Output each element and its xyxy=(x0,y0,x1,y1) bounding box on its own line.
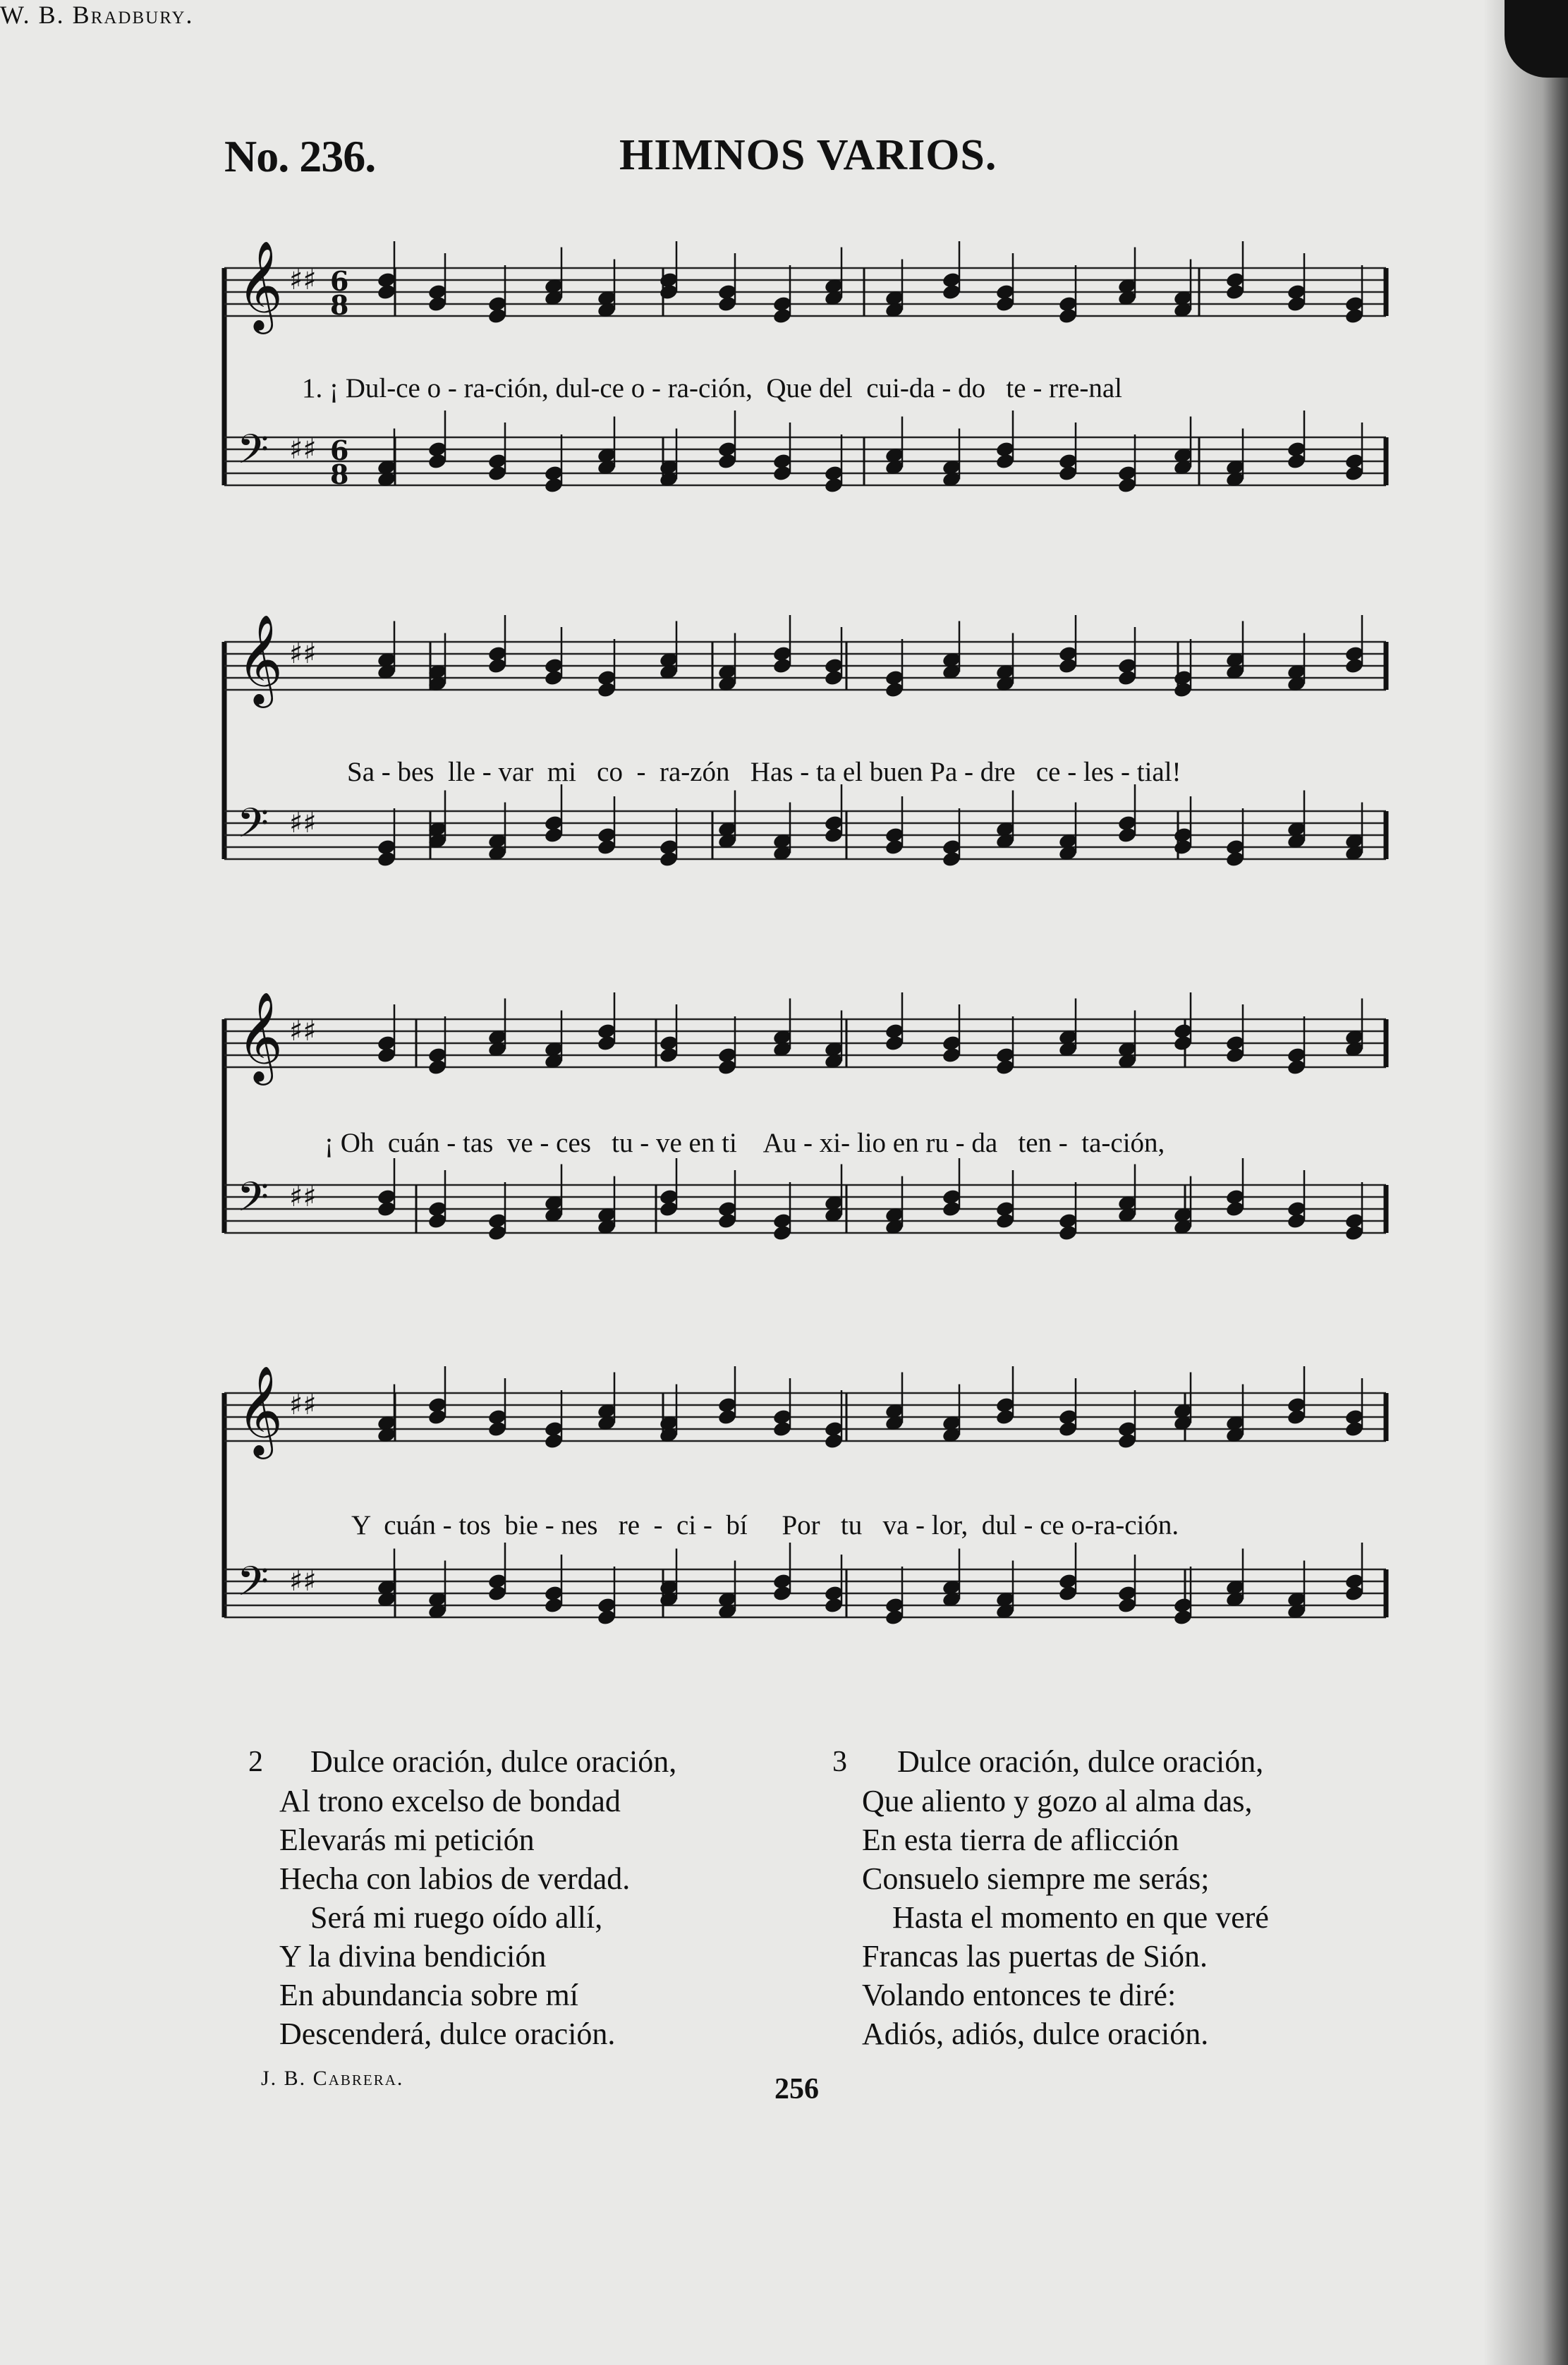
verse-3-line-8: Adiós, adiós, dulce oración. xyxy=(862,2017,1209,2051)
verse-3-line-4: Consuelo siempre me serás; xyxy=(862,1861,1210,1896)
verse-2-line-8: Descenderá, dulce oración. xyxy=(279,2017,616,2051)
time-signature-icon: 8 xyxy=(330,458,349,490)
sharp-icon: ♯♯ xyxy=(289,807,317,839)
verse-2-line-5: Será mi ruego oído allí, xyxy=(310,1900,603,1935)
verse-2-line-2: Al trono excelso de bondad xyxy=(279,1784,621,1818)
verse-3-line-5: Hasta el momento en que veré xyxy=(892,1900,1269,1935)
bass-clef-icon: 𝄢 xyxy=(237,799,269,857)
sharp-icon: ♯♯ xyxy=(289,1389,317,1421)
lyric-line-3: ¡ Oh cuán - tas ve - ces tu - ve en ti Au - xi- lio en ru - da ten - ta-ción, xyxy=(324,1128,1165,1158)
verse-2-line-4: Hecha con labios de verdad. xyxy=(279,1861,631,1896)
sharp-icon: ♯♯ xyxy=(289,1181,317,1213)
treble-clef-icon: 𝄞 xyxy=(237,1365,284,1455)
sharp-icon: ♯♯ xyxy=(289,264,317,296)
bass-clef-icon: 𝄢 xyxy=(237,425,269,483)
hymn-number: No. 236. xyxy=(224,131,376,181)
verse-2-line-1: Dulce oración, dulce oración, xyxy=(310,1744,677,1779)
time-signature-icon: 6 xyxy=(330,265,349,297)
page-number: 256 xyxy=(774,2073,819,2105)
treble-clef-icon: 𝄞 xyxy=(237,240,284,330)
section-title: HIMNOS VARIOS. xyxy=(619,131,997,179)
bass-clef-icon: 𝄢 xyxy=(237,1173,269,1231)
sharp-icon: ♯♯ xyxy=(289,1565,317,1598)
verse-2-line-7: En abundancia sobre mí xyxy=(279,1978,578,2012)
sharp-icon: ♯♯ xyxy=(289,1015,317,1047)
verse-3-line-7: Volando entonces te diré: xyxy=(862,1978,1177,2012)
treble-clef-icon: 𝄞 xyxy=(237,991,284,1081)
lyricist-credit: J. B. Cabrera. xyxy=(261,2067,404,2090)
bass-clef-icon: 𝄢 xyxy=(237,1557,269,1615)
verse-2-line-6: Y la divina bendición xyxy=(279,1939,547,1974)
time-signature-icon: 8 xyxy=(330,289,349,321)
verse-3-number: 3 xyxy=(832,1746,847,1778)
verse-2-line-3: Elevarás mi petición xyxy=(279,1823,535,1857)
treble-clef-icon: 𝄞 xyxy=(237,614,284,704)
time-signature-icon: 6 xyxy=(330,434,349,466)
verse-3-line-6: Francas las puertas de Sión. xyxy=(862,1939,1208,1974)
lyric-line-1: 1. ¡ Dul-ce o - ra-ción, dul-ce o - ra-ción, Que del cui-da - do te - rre-nal xyxy=(302,373,1122,403)
lyric-line-4: Y cuán - tos bie - nes re - ci - bí Por tu va - lor, dul - ce o-ra-ción. xyxy=(351,1510,1179,1540)
verse-3-line-1: Dulce oración, dulce oración, xyxy=(897,1744,1264,1779)
verse-3-line-3: En esta tierra de aflicción xyxy=(862,1823,1179,1857)
sharp-icon: ♯♯ xyxy=(289,638,317,670)
verse-2-number: 2 xyxy=(248,1746,263,1778)
sharp-icon: ♯♯ xyxy=(289,433,317,466)
composer-credit: W. B. Bradbury. xyxy=(0,1,194,29)
lyric-line-2: Sa - bes lle - var mi co - ra-zón Has - ta el buen Pa - dre ce - les - tial! xyxy=(347,757,1181,787)
verse-3-line-2: Que aliento y gozo al alma das, xyxy=(862,1784,1253,1818)
